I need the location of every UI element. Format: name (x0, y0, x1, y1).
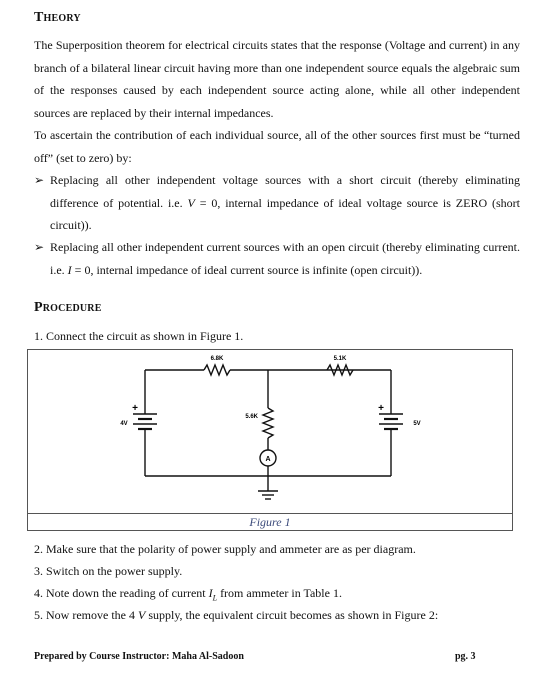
procedure-step-5: 5. Now remove the 4 V supply, the equivalent circuit becomes as shown in Figure 2: (34, 608, 439, 622)
figure-caption-row (28, 513, 512, 530)
bullet-voltage-source (34, 169, 520, 237)
ammeter-label: A (265, 456, 271, 463)
procedure-step-4: 4. Note down the reading of current $I_L$ from ammeter in Table 1. (34, 586, 342, 603)
source-5v-plus: + (378, 403, 384, 414)
bullet-text: Replacing all other independent voltage sources with a short circuit (thereby eliminating difference of potential. i.e. V = 0, internal impedance of ideal voltage source is ZERO (short circuit)). (50, 173, 520, 232)
theory-paragraph-1: The Superposition theorem for electrical circuits states that the response (Voltage and current) in any branch of a bilateral linear circuit having more than one independent source equals the algebraic sum of the responses caused by each independent source acting alone, while all other independent sources are replaced by their internal impedances. (34, 38, 520, 120)
procedure-step-3: 3. Switch on the power supply. (34, 564, 183, 578)
source-5v-label: 5V (413, 421, 421, 427)
theory-heading: Theory (34, 10, 81, 25)
bullet-text: Replacing all other independent current sources with an open circuit (thereby eliminating current. i.e. I = 0, internal impedance of ideal current source is infinite (open circuit)). (50, 240, 520, 277)
figure-caption: Figure 1 (249, 515, 291, 529)
resistor-5-1k-label: 5.1K (333, 356, 347, 362)
figure-1 (27, 349, 513, 531)
arrowhead-bullet-icon: ➢ (34, 173, 45, 187)
resistor-6-8k-label: 6.8K (210, 356, 224, 362)
source-4v-plus: + (132, 403, 138, 414)
circuit-diagram (28, 350, 512, 514)
footer-author: Prepared by Course Instructor: Maha Al-Sadoon (34, 651, 244, 662)
procedure-heading: Procedure (34, 300, 102, 315)
procedure-step-2: 2. Make sure that the polarity of power supply and ammeter are as per diagram. (34, 542, 416, 556)
theory-paragraph-2: To ascertain the contribution of each individual source, all of the other sources first must be “turned off” (set to zero) by: (34, 128, 520, 165)
resistor-5-6k-label: 5.6K (245, 414, 258, 420)
bullet-current-source (34, 236, 520, 281)
arrowhead-bullet-icon: ➢ (34, 240, 45, 254)
procedure-step-1: 1. Connect the circuit as shown in Figure 1. (34, 329, 244, 343)
footer-page-number: pg. 3 (455, 651, 476, 662)
source-4v-label: 4V (120, 421, 128, 427)
